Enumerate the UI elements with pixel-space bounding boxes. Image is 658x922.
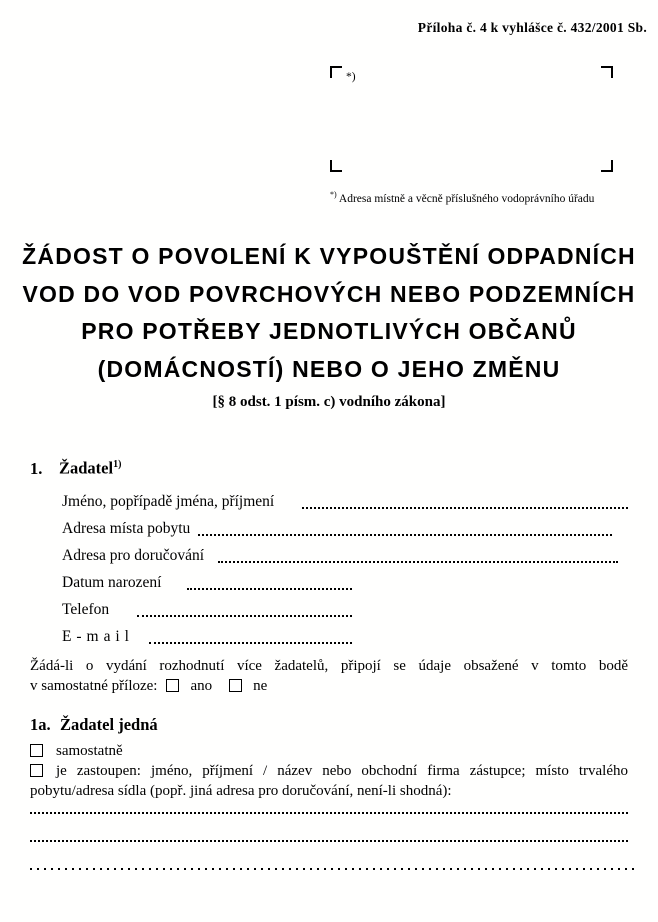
regulation-annotation: Příloha č. 4 k vyhlášce č. 432/2001 Sb. — [417, 20, 647, 35]
fill-line-residence-address[interactable] — [198, 534, 612, 536]
option-acts-independently — [30, 741, 628, 761]
field-row-residence-address — [30, 515, 628, 542]
fill-line-representative-2[interactable] — [30, 814, 628, 842]
multiple-applicants-note: Žádá-li o vydání rozhodnutí více žadatelů, připojí se údaje obsažené v tomto bodě — [30, 657, 628, 674]
checkbox-ano-label: ano — [190, 678, 213, 694]
section-1-title: Žadatel — [59, 458, 114, 478]
corner-mark-bottom-right-icon — [601, 160, 613, 172]
fill-line-birth-date[interactable] — [187, 588, 352, 590]
field-label-name: Jméno, popřípadě jména, příjmení — [62, 492, 275, 510]
field-label-mailing-address: Adresa pro doručování — [62, 546, 205, 564]
form-body — [30, 448, 628, 870]
field-label-email: E-mail — [62, 627, 134, 645]
form-title — [0, 238, 658, 411]
fill-line-mailing-address[interactable] — [218, 561, 618, 563]
field-row-email — [30, 623, 628, 650]
field-row-phone — [30, 596, 628, 623]
attachment-choice-row — [30, 676, 628, 697]
corner-mark-top-left-icon — [330, 66, 342, 78]
fill-line-email[interactable] — [149, 642, 352, 644]
address-box-asterisk: *) — [346, 71, 356, 83]
section-1-footnote-ref: 1) — [113, 459, 122, 470]
footnote-text: Adresa místně a věcně příslušného vodoprávního úřadu — [338, 192, 595, 205]
corner-mark-bottom-left-icon — [330, 160, 342, 172]
field-label-phone: Telefon — [62, 600, 110, 618]
checkbox-ne[interactable] — [229, 679, 242, 692]
authority-address-box[interactable] — [330, 66, 613, 172]
attachment-choice-prefix: v samostatné příloze: — [30, 678, 158, 694]
option-samostatne-label: samostatně — [56, 742, 123, 759]
section-1-number: 1. — [30, 458, 43, 478]
option-represented-line1 — [30, 761, 628, 782]
fill-line-phone[interactable] — [137, 615, 352, 617]
title-line-1: ŽÁDOST O POVOLENÍ K VYPOUŠTĚNÍ ODPADNÍCH — [22, 243, 636, 269]
checkbox-je-zastoupen[interactable] — [30, 764, 43, 777]
field-label-residence-address: Adresa místa pobytu — [62, 519, 191, 537]
section-1-heading — [30, 454, 628, 480]
title-line-4: (DOMÁCNOSTÍ) NEBO O JEHO ZMĚNU — [97, 355, 561, 382]
title-line-3: PRO POTŘEBY JEDNOTLIVÝCH OBČANŮ — [81, 318, 577, 344]
field-row-birth-date — [30, 569, 628, 596]
option-represented-line2: pobytu/adresa sídla (popř. jiná adresa pro doručování, není-li shodná): — [30, 783, 452, 799]
section-1a-title: Žadatel jedná — [60, 714, 158, 734]
legal-reference-subtitle: [§ 8 odst. 1 písm. c) vodního zákona] — [212, 394, 446, 410]
checkbox-ne-label: ne — [253, 678, 268, 694]
fill-line-representative-3[interactable] — [30, 868, 634, 870]
option-je-zastoupen-text: je zastoupen: jméno, příjmení / název nebo obchodní firma zástupce; místo trvalého — [56, 762, 628, 779]
field-row-name — [30, 488, 628, 515]
checkbox-ano[interactable] — [166, 679, 179, 692]
checkbox-samostatne[interactable] — [30, 744, 43, 757]
section-1a-heading — [30, 714, 628, 736]
corner-mark-top-right-icon — [601, 66, 613, 78]
section-1a-number: 1a. — [30, 714, 51, 734]
title-line-2: VOD DO VOD POVRCHOVÝCH NEBO PODZEMNÍCH — [22, 280, 636, 307]
address-footnote — [330, 190, 594, 205]
fill-line-name[interactable] — [302, 507, 628, 509]
footnote-marker: *) — [330, 190, 337, 199]
field-label-birth-date: Datum narození — [62, 573, 162, 591]
fill-line-representative-1[interactable] — [30, 802, 628, 814]
field-row-mailing-address — [30, 542, 628, 569]
